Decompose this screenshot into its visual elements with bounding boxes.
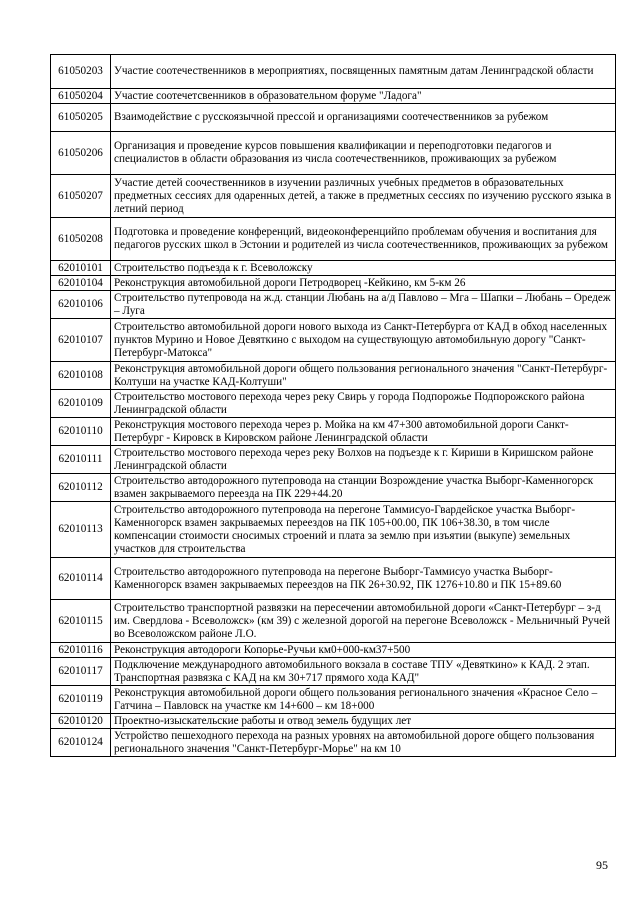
- row-code: 62010114: [51, 558, 111, 600]
- table-row: [51, 390, 616, 418]
- table-row: [51, 658, 616, 686]
- row-code: 62010101: [51, 261, 111, 276]
- table-row: [51, 175, 616, 218]
- row-description: Строительство автомобильной дороги нового выхода из Санкт-Петербурга от КАД в обход населенных пунктов Мурино и Новое Девяткино с выходом на существующую автомобильную дорогу "Санкт-Петербург-Матокса": [111, 319, 616, 362]
- row-description: Участие детей соочественников в изучении различных учебных предметов в образовательных предметных сессиях для одаренных детей, а также в предметных сессиях по изучению русского языка в летний период: [111, 175, 616, 218]
- row-code: 62010116: [51, 643, 111, 658]
- row-description: Организация и проведение курсов повышения квалификации и переподготовки педагогов и специалистов в области образования из числа соотечественников, проживающих за рубежом: [111, 132, 616, 175]
- row-code: 62010110: [51, 418, 111, 446]
- budget-codes-table: [50, 54, 616, 757]
- page-number: 95: [596, 858, 608, 872]
- row-description: Строительство подъезда к г. Всеволожску: [111, 261, 616, 276]
- row-code: 62010120: [51, 714, 111, 729]
- row-code: 62010124: [51, 729, 111, 757]
- row-description: Устройство пешеходного перехода на разных уровнях на автомобильной дороге общего пользования регионального значения "Санкт-Петербург-Морье" на км 10: [111, 729, 616, 757]
- row-description: Строительство путепровода на ж.д. станции Любань на а/д Павлово – Мга – Шапки – Любань – Оредеж – Луга: [111, 291, 616, 319]
- table-row: [51, 89, 616, 104]
- row-description: Строительство мостового перехода через реку Волхов на подъезде к г. Кириши в Киришском районе Ленинградской области: [111, 446, 616, 474]
- row-code: 62010109: [51, 390, 111, 418]
- document-page: [50, 54, 616, 757]
- row-description: Строительство транспортной развязки на пересечении автомобильной дороги «Санкт-Петербург – з-д им. Свердлова - Всеволожск» (км 39) с железной дорогой на перегоне Всеволожск - Мельничный Ручей во Всеволожском районе Л.О.: [111, 600, 616, 643]
- table-row: [51, 558, 616, 600]
- row-code: 62010106: [51, 291, 111, 319]
- row-description: Строительство мостового перехода через реку Свирь у города Подпорожье Подпорожского района Ленинградской области: [111, 390, 616, 418]
- table-row: [51, 600, 616, 643]
- table-row: [51, 502, 616, 558]
- table-row: [51, 362, 616, 390]
- row-description: Проектно-изыскательские работы и отвод земель будущих лет: [111, 714, 616, 729]
- row-code: 61050206: [51, 132, 111, 175]
- table-row: [51, 261, 616, 276]
- row-code: 61050208: [51, 218, 111, 261]
- row-code: 62010119: [51, 686, 111, 714]
- table-row: [51, 686, 616, 714]
- table-row: [51, 291, 616, 319]
- row-description: Реконструкция автомобильной дороги общего пользования регионального значения «Красное Село – Гатчина – Павловск на участке км 14+600 – км 18+000: [111, 686, 616, 714]
- row-description: Строительство автодорожного путепровода на станции Возрождение участка Выборг-Каменногорск взамен закрываемого переезда на ПК 229+44.20: [111, 474, 616, 502]
- table-row: [51, 643, 616, 658]
- table-row: [51, 729, 616, 757]
- row-code: 61050207: [51, 175, 111, 218]
- table-row: [51, 276, 616, 291]
- row-code: 62010112: [51, 474, 111, 502]
- row-description: Подключение международного автомобильного вокзала в составе ТПУ «Девяткино» к КАД. 2 этап. Транспортная развязка с КАД на км 30+717 прямого хода КАД": [111, 658, 616, 686]
- row-description: Строительство автодорожного путепровода на перегоне Выборг-Таммисуо участка Выборг-Каменногорск взамен закрываемых переездов на ПК 26+30.92, ПК 1276+10.80 и ПК 15+89.60: [111, 558, 616, 600]
- row-code: 62010104: [51, 276, 111, 291]
- row-description: Реконструкция автомобильной дороги Петродворец -Кейкино, км 5-км 26: [111, 276, 616, 291]
- row-code: 62010117: [51, 658, 111, 686]
- row-code: 61050203: [51, 55, 111, 89]
- row-description: Реконструкция автодороги Копорье-Ручьи км0+000-км37+500: [111, 643, 616, 658]
- row-code: 62010115: [51, 600, 111, 643]
- table-row: [51, 714, 616, 729]
- row-code: 61050205: [51, 104, 111, 132]
- table-row: [51, 446, 616, 474]
- row-description: Строительство автодорожного путепровода на перегоне Таммисуо-Гвардейское участка Выборг-Каменногорск взамен закрываемых переездов на ПК 105+00.00, ПК 106+38.30, в том числе компенсации стоимости сносимых строений и плата за землю при изъятии (выкупе) земельных участков для строительства: [111, 502, 616, 558]
- table-row: [51, 474, 616, 502]
- row-code: 62010107: [51, 319, 111, 362]
- row-description: Участие соотечественников в мероприятиях, посвященных памятным датам Ленинградской области: [111, 55, 616, 89]
- table-row: [51, 319, 616, 362]
- row-code: 62010111: [51, 446, 111, 474]
- table-body: [51, 55, 616, 757]
- table-row: [51, 418, 616, 446]
- row-description: Участие соотечетсвенников в образовательном форуме "Ладога": [111, 89, 616, 104]
- table-row: [51, 55, 616, 89]
- row-description: Взаимодействие с русскоязычной прессой и организациями соотечественников за рубежом: [111, 104, 616, 132]
- row-code: 61050204: [51, 89, 111, 104]
- row-description: Реконструкция автомобильной дороги общего пользования регионального значения "Санкт-Петербург-Колтуши на участке КАД-Колтуши": [111, 362, 616, 390]
- table-row: [51, 218, 616, 261]
- row-description: Подготовка и проведение конференций, видеоконференцийпо проблемам обучения и воспитания для педагогов русских школ в Эстонии и родителей из числа соотечественников, проживающих за рубежом: [111, 218, 616, 261]
- row-code: 62010113: [51, 502, 111, 558]
- table-row: [51, 104, 616, 132]
- row-code: 62010108: [51, 362, 111, 390]
- table-row: [51, 132, 616, 175]
- row-description: Реконструкция мостового перехода через р. Мойка на км 47+300 автомобильной дороги Санкт-Петербург - Кировск в Кировском районе Ленинградской области: [111, 418, 616, 446]
